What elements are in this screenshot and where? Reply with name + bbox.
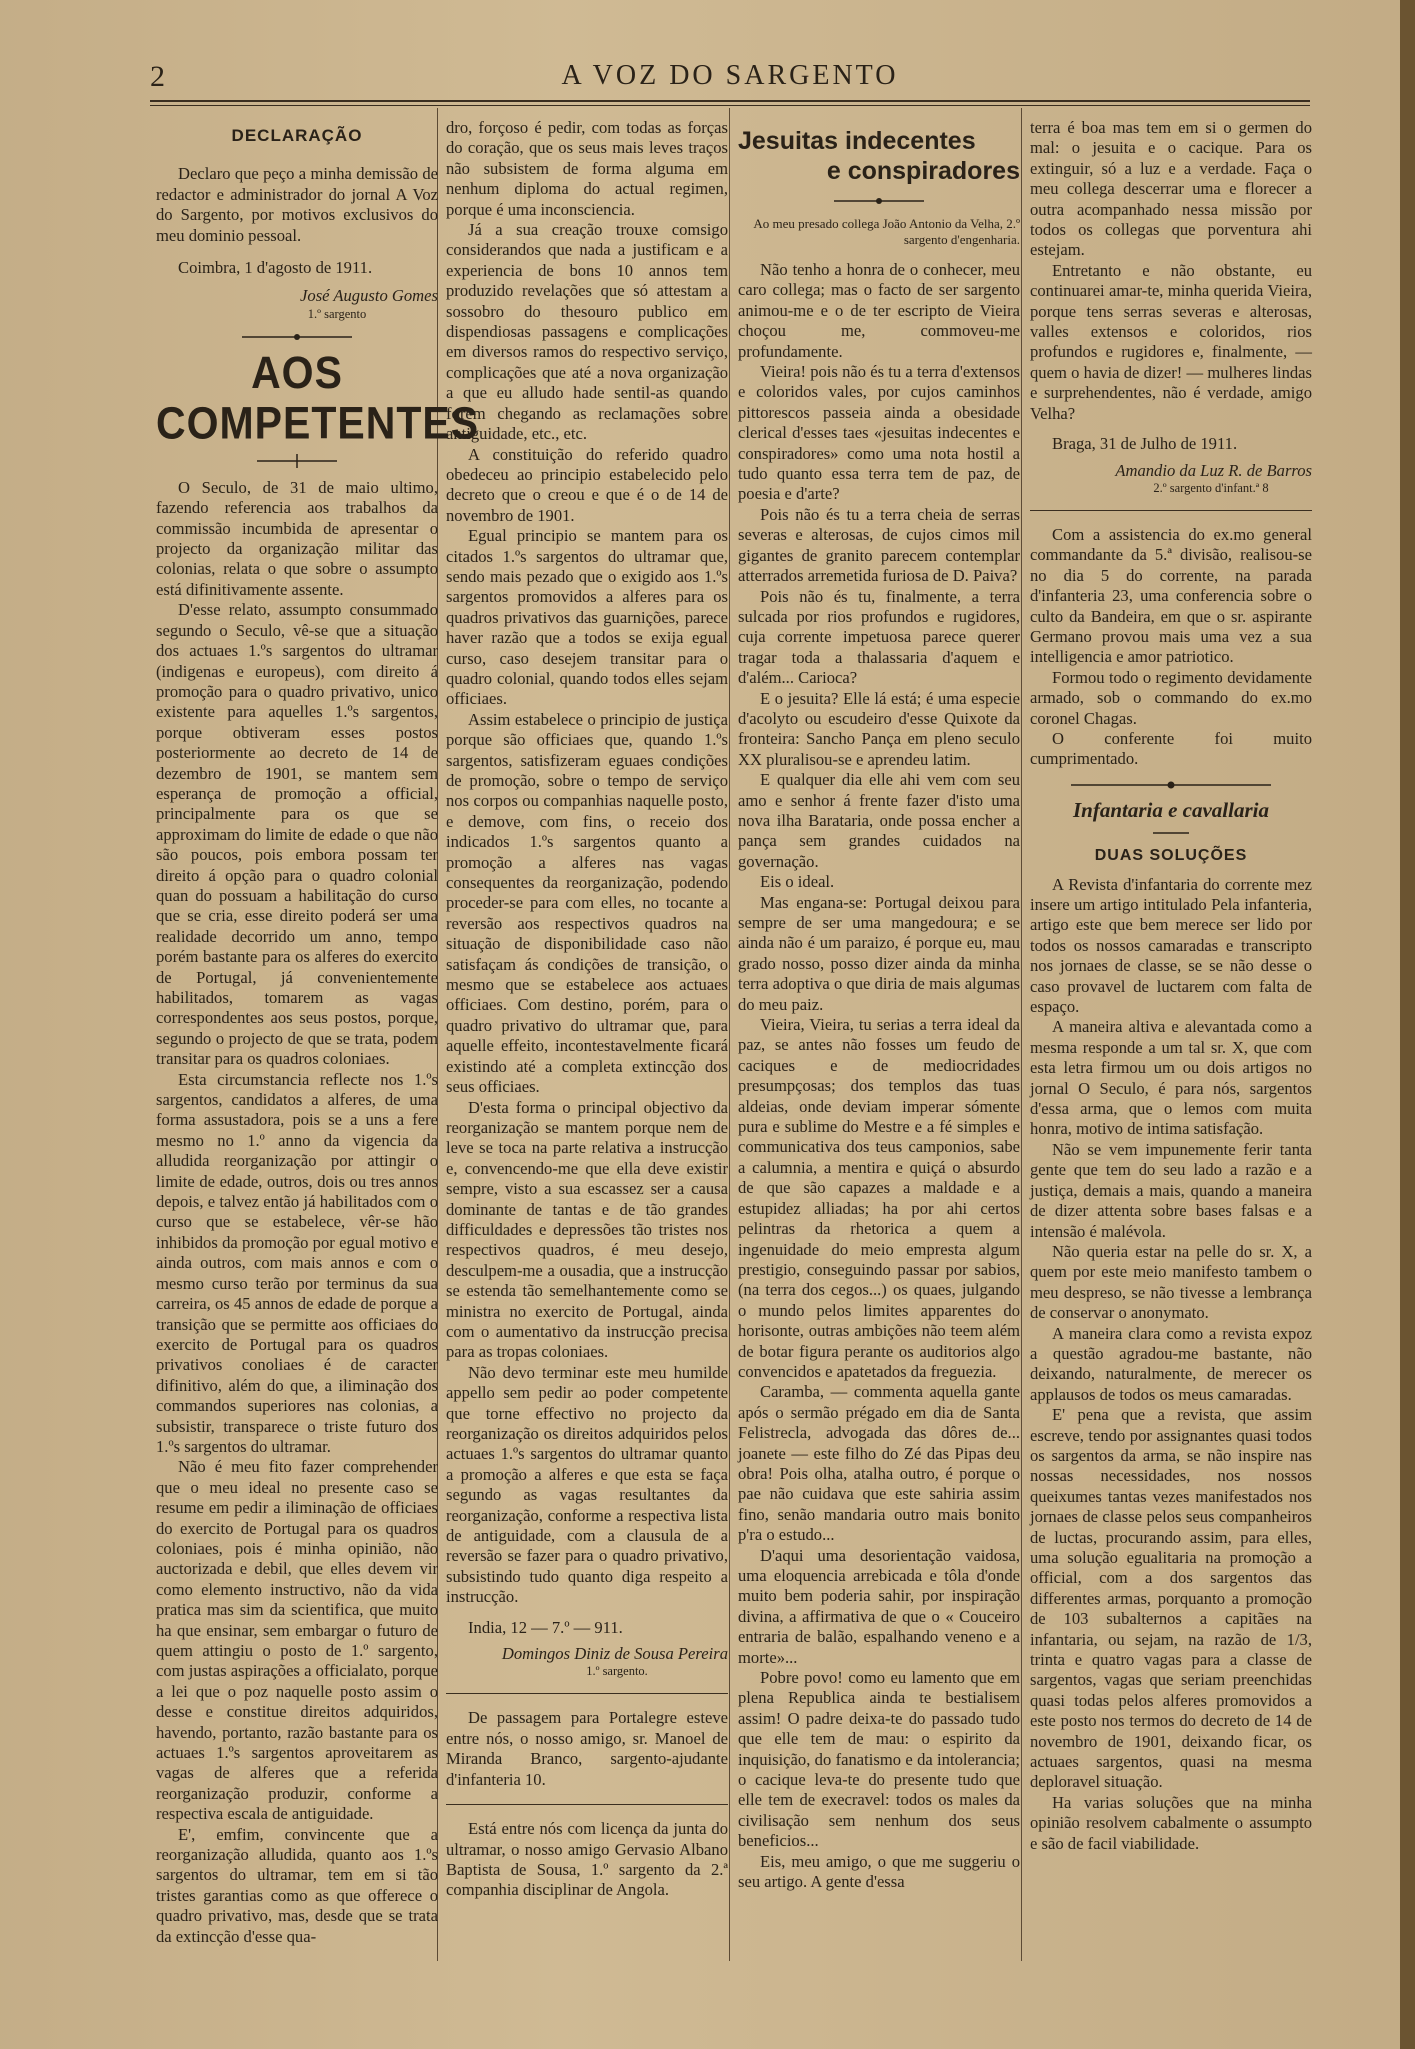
page-header	[150, 56, 1310, 102]
news-note: De passagem para Portalegre esteve entre nós, o nosso amigo, sr. Manoel de Miranda Branco, sargento-ajudante d'infanteria 10.	[446, 1708, 728, 1789]
article-paragraph: D'aqui uma desorientação vaidosa, uma eloquencia arrebicada e tôla d'onde muito bem poderia sahir, por inspiração divina, a affirmativa de que o « Couceiro entraria de balão, espalhando veneno e a morte»...	[738, 1545, 1020, 1667]
article-place: India, 12 — 7.º — 911.	[468, 1617, 623, 1637]
declaration-rank: 1.º sargento	[307, 306, 367, 321]
declaration-place: Coimbra, 1 d'agosto de 1911.	[178, 258, 373, 278]
article-paragraph: Caramba, — commenta aquella gante após o sermão prégado em dia de Santa Felistrecla, advogada das dôres de... joanete — este filho do Zé das Pipas deu obra! Pois olha, atalha outro, é porque o pae não cuidava que este sahiria assim fino, senão mandaria outro mais bonito p'ra o estudo...	[738, 1382, 1020, 1545]
separator-rule	[1030, 510, 1312, 511]
separator-rule	[446, 1804, 728, 1805]
declaration-body: Declaro que peço a minha demissão de redactor e administrador do jornal A Voz do Sargento, por motivos exclusivos do meu dominio pessoal.	[156, 164, 438, 245]
article-paragraph: A maneira altiva e alevantada como a mesma responde a um tal sr. X, que com esta letra firmou um ou dois artigos no jornal O Seculo, é para nós, sargentos d'essa arma, que o lemos com muita honra, motivo de intima satisfação.	[1030, 1017, 1312, 1139]
subheadline-duas-solucoes: DUAS SOLUÇÕES	[1094, 847, 1248, 865]
article-paragraph: E qualquer dia elle ahi vem com seu amo e senhor á frente fazer d'isto uma nova ilha Barataria, onde possa encher a pança sem grandes cuidados na governação.	[738, 770, 1020, 871]
header-rule	[150, 100, 1310, 106]
article-paragraph: Mas engana-se: Portugal deixou para sempre de ser uma mangedoura; e se ainda não é um paraizo, é porque eu, mau grado nosso, posso dizer ainda da minha terra adoptiva o que diria de mais algumas do meu paiz.	[738, 892, 1020, 1014]
article-paragraph: D'esta forma o principal objectivo da reorganização se mantem porque nem de leve se toca na parte relativa a instrucção e, convencendo-me que ella deve existir sempre, visto a sua escassez ser a causa dominante de tantas e de tão grandes difficuldades e depressões tão tristes nos respectivos quadros, é meu desejo, desculpem-me a ousadia, que a instrucção se estenda tão semelhantemente como se ministra no exercito de Portugal, ainda com o aumentativo da instrucção precisa para as tropas coloniaes.	[446, 1097, 728, 1362]
column-1	[156, 118, 480, 1947]
article-signature: Amandio da Luz R. de Barros	[1115, 460, 1312, 480]
article-paragraph: terra é boa mas tem em si o germen do mal: o jesuita e o cacique. Para os extinguir, só a luz e a verdade. Faça o meu collega descerrar uma e florecer a outra acompanhado nessa missão por todos os collegas que porventura ahi estejam.	[1030, 118, 1312, 260]
news-note: Está entre nós com licença da junta do ultramar, o nosso amigo Gervasio Albano Baptista de Sousa, 1.º sargento da 2.ª companhia disciplinar de Angola.	[446, 1819, 728, 1900]
separator-rule	[446, 1693, 728, 1694]
page-number: 2	[150, 60, 165, 93]
news-note: Com a assistencia do ex.mo general commandante da 5.ª divisão, realisou-se no dia 5 do corrente, na parada d'infanteria 23, uma conferencia sobre o culto da Bandeira, em que o sr. aspirante Germano provou mais uma vez a sua intelligencia e amor patriotico.	[1030, 524, 1312, 667]
article-paragraph: A Revista d'infantaria do corrente mez insere um artigo intitulado Pela infanteria, artigo este que bem merece ser lido por todos os nossos camaradas e transcripto nos jornaes de classe, se se não desse o caso provavel de luctarem com falta de espaço.	[1030, 874, 1312, 1017]
article-paragraph: E' pena que a revista, que assim escreve, tendo por assignantes quasi todos os sargentos da arma, se não inspire nas nossas necessidades, nos nossos queixumes tantas vezes manifestados nos jornaes de classe pelos seus companheiros de luctas, procurando assim, para elles, uma solução egualitaria na promoção a official, com a dos sargentos das differentes armas, porquanto a promoção de 103 subalternos a capitães na infantaria, ou sejam, na razão de 1/3, trinta e quatro vagas para a classe de sargentos, vagas que seriam preenchidas quasi todas pelos alferes promovidos a este posto nos termos do decreto de 14 de novembro de 1901, deixando ficar, os actuaes sargentos, quasi na mesma deploravel situação.	[1030, 1405, 1312, 1792]
article-paragraph: Esta circumstancia reflecte nos 1.ºs sargentos, candidatos a alferes, de uma forma assustadora, pois se a uns a fere mesmo no 1.º anno da vigencia da alludida reorganização por attingir o limite de edade, outros, dois ou tres annos depois, e talvez então já habilitados com o curso que se estabelece, vêr-se hão inhibidos da promoção por egual motivo e ainda outros, com mais annos e com o mesmo curso terão por terminus da sua carreira, os 45 annos de edade de porque a transição que se permitte aos officiaes do exercito de Portugal para os quadros privativos conoliaes é de caracter difinitivo, além do que, a iliminação dos commandos superiores nas colonias, a subsistir, transparece o triste futuro dos 1.ºs sargentos do ultramar.	[156, 1069, 438, 1456]
article-paragraph: Eis, meu amigo, o que me suggeriu o seu artigo. A gente d'essa	[738, 1851, 1020, 1892]
article-paragraph: Pobre povo! como eu lamento que em plena Republica ainda te bestialisem assim! O padre deixa-te do passado tudo que elle tem de mau: o espirito da inquisição, do fanatismo e da intolerancia; o cacique leva-te do presente tudo que elle tem de execravel: todos os males da civilisação sem nenhum dos seus beneficios...	[738, 1668, 1020, 1851]
article-paragraph: A maneira clara como a revista expoz a questão agradou-me bastante, não deixando, naturalmente, de merecer os applausos de todos os meus camaradas.	[1030, 1323, 1312, 1404]
declaration-title: DECLARAÇÃO	[231, 126, 363, 145]
article-signature: Domingos Diniz de Sousa Pereira	[501, 1644, 728, 1664]
article-paragraph: Pois não és tu, finalmente, a terra sulcada por rios profundos e rugidores, cuja corrente impetuosa parece querer tragar toda a thalassaria d'aquem e d'além... Carioca?	[738, 586, 1020, 688]
article-paragraph: Não tenho a honra de o conhecer, meu caro collega; mas o facto de ser sargento animou-me e o de ter escripto de Vieira choçou me, commoveu-me profundamente.	[738, 260, 1020, 361]
article-paragraph: Já a sua creação trouxe comsigo considerandos que nada a justificam e a experiencia de bons 10 annos tem produzido revelações que só attestam a sossobro do thesouro publico em dispendiosas passagens e complicações em diversos ramos do respectivo serviço, complicações que até a nova organização a que eu alludo hade sentil-as quando forem chegando as reclamações sobre antiguidade, etc., etc.	[446, 220, 728, 444]
article-place: Braga, 31 de Julho de 1911.	[1052, 434, 1238, 454]
headline-jesuitas-1: Jesuitas indecentes	[738, 127, 976, 155]
newspaper-title: A VOZ DO SARGENTO	[561, 60, 899, 91]
article-paragraph: Vieira, Vieira, tu serias a terra ideal da paz, se antes não fosses um feudo de caciques e de mediocridades presumpçosas; dos templos das tuas aldeias, onde deviam imperar sómente pura e sublime do Mestre e a fé simples e communicativa dos teus camponios, sabe a calumnia, a mentira e quiçá o absurdo de que são capazes a maldade e a estupidez alliadas; ha por ahi certos pelintras da rhetorica a quem a ingenuidade do meio empresta algum prestigio, conseguindo passar por sabios, (na terra dos cegos...) os quaes, julgando o mundo pelos limites apparentes do horisonte, outras ambições não teem além de botar figura perante os auditorios algo convencidos e apatetados da freguezia.	[738, 1015, 1020, 1381]
page-edge	[1400, 0, 1415, 2049]
article-paragraph: Ha varias soluções que na minha opinião resolvem cabalmente o assumpto e são de facil viabilidade.	[1030, 1792, 1312, 1853]
article-paragraph: Entretanto e não obstante, eu continuarei amar-te, minha querida Vieira, porque tens serras severas e alterosas, valles extensos e coloridos, rios profundos e rugidores e, finalmente, — quem o havia de dizer! — mulheres lindas e surprehendentes, não é verdade, amigo Velha?	[1030, 260, 1312, 423]
article-paragraph: A constituição do referido quadro obedeceu ao principio estabelecido pelo decreto que o creou e que é o de 14 de novembro de 1901.	[446, 444, 728, 525]
article-paragraph: Assim estabelece o principio de justiça porque são officiaes que, quando 1.ºs sargentos, satisfizeram eguaes condições de promoção, sobre o tempo de serviço nos corpos ou companhias naquelle posto, e demove, com fins, o receio dos indicados 1.ºs sargentos quanto a promoção a alferes nas vagas consequentes da reorganização, podendo proceder-se para com elles, no tocante a reversão aos respectivos quadros na situação de disponibilidade caso não satisfaçam ás condições de transição, o mesmo que se estabelece aos actuaes officiaes. Com destino, porém, para o quadro privativo do ultramar que, para aquelle effeito, incontestavelmente ficará existindo até a completa extincção dos seus officiaes.	[446, 709, 728, 1097]
article-paragraph: Vieira! pois não és tu a terra d'extensos e coloridos vales, por cujos caminhos pittorescos passeia ainda a obesidade clerical d'esses taes «jesuitas indecentes e conspiradores» como uma nota hostil a tudo quanto essa terra tem de paz, de poesia e d'arte?	[738, 362, 1020, 504]
column-4	[1030, 118, 1312, 1854]
article-paragraph: O Seculo, de 31 de maio ultimo, fazendo referencia aos trabalhos da commissão incumbida de apresentar o projecto da organização militar das colonias, relata o que sobre o assumpto está difinitivamente assente.	[156, 477, 438, 599]
news-note: Formou todo o regimento devidamente armado, sob o commando do ex.mo coronel Chagas.	[1030, 667, 1312, 728]
article-paragraph: Não devo terminar este meu humilde appello sem pedir ao poder competente que torne effectivo no projecto da reorganização os direitos adquiridos pelos actuaes 1.ºs sargentos do ultramar quanto a promoção a alferes e que esta se faça segundo as vagas resultantes da reorganização, conforme a respectiva lista de antiguidade, com a clausula de a reversão se fazer para o quadro privativo, subsistindo tudo quanto diga respeito a instrucção.	[446, 1362, 728, 1607]
article-rank: 2.º sargento d'infant.ª 8	[1153, 480, 1269, 495]
article-paragraph: Não se vem impunemente ferir tanta gente que tem do seu lado a razão e a justiça, demais a mais, quando a maneira de dizer attenta sobre bases falsas e a intensão é malévola.	[1030, 1139, 1312, 1241]
column-divider	[729, 108, 730, 1961]
article-paragraph: Não é meu fito fazer comprehender que o meu ideal no presente caso se resume em pedir a iliminação de officiaes do exercito de Portugal para os quadros coloniaes, pois é minha opinião, não auctorizada e debil, que elles devem vir como elemento instructivo, não da vida pratica mas sim da scientifica, que muito ha que ensinar, sem embargar o futuro de quem attingiu o posto de 1.º sargento, com justas aspirações a officialato, porque a lei que o poz naquelle posto assim o desse e constitue direitos adquiridos, havendo, portanto, razão bastante para os actuaes 1.ºs sargentos aproveitarem as vagas de alferes que a referida reorganização produzir, conforme a respectiva escala de antiguidade.	[156, 1457, 438, 1824]
dedication: Ao meu presado collega João Antonio da Velha, 2.º sargento d'engenharia.	[753, 216, 1020, 247]
headline-infantaria: Infantaria e cavallaria	[1072, 797, 1269, 822]
article-paragraph: Eis o ideal.	[760, 872, 835, 892]
article-paragraph: E', emfim, convincente que a reorganização alludida, quanto aos 1.ºs sargentos do ultramar, tem em si tão tristes garantias como as que offerece o quadro privativo, mas, desde que se trata da extincção d'esse qua-	[156, 1824, 438, 1946]
article-rank: 1.º sargento.	[586, 1664, 648, 1679]
ornament-divider	[257, 454, 337, 468]
headline-jesuitas-2: e conspiradores	[826, 157, 1020, 185]
ornament-divider	[1153, 830, 1189, 836]
article-paragraph: Pois não és tu a terra cheia de serras severas e alterosas, de cujos cimos mil gigantes de granito parecem contemplar atterrados arremetida furiosa de D. Paiva?	[738, 504, 1020, 586]
news-note: O conferente foi muito cumprimentado.	[1030, 728, 1312, 769]
article-paragraph: dro, forçoso é pedir, com todas as forças do coração, que os seus mais leves traços não subsistem de forma alguma em nenhum diploma do actual regimen, porque é uma inconsciencia.	[446, 118, 728, 219]
column-2	[446, 118, 728, 1901]
article-paragraph: E o jesuita? Elle lá está; é uma especie d'acolyto ou escudeiro d'esse Quixote da fronteira: Sancho Pança em pleno seculo XX pluralisou-se e aprendeu latim.	[738, 688, 1020, 769]
ornament-divider	[834, 196, 924, 206]
headline-aos-competentes: AOS COMPETENTES	[156, 347, 480, 449]
column-3	[738, 118, 1020, 1893]
article-paragraph: D'esse relato, assumpto consummado segundo o Seculo, vê-se que a situação dos actuaes 1.ºs sargentos do ultramar (indigenas e europeus), com direito á promoção para o quadro privativo, unico existente para aquelles 1.ºs sargentos, porque obtiveram esses postos posteriormente ao decreto de 14 de dezembro de 1901, se mantem sem esperança de promoção a official, principalmente para os que se approximam do limite de edade o que não são poucos, pois embora possam ter direito á opção para o quadro colonial quan do possuam a habilitação do curso que se cria, esse direito poderá ser uma realidade decorrido um anno, tempo porém bastante para os alferes do exercito de Portugal, já convenientemente habilitados, tomarem as vagas correspondentes aos seus postos, porque, segundo o projecto de que se trata, podem transitar para os quadros coloniaes.	[156, 600, 438, 1069]
ornament-divider	[242, 332, 352, 342]
article-paragraph: Egual principio se mantem para os citados 1.ºs sargentos do ultramar que, sendo mais pezado que o exigido aos 1.ºs sargentos promovidos a alferes para os quadros privativos das guarnições, parece haver razão que a todos se exija egual curso, caso desejem transitar para o quadro colonial, quando todos elles sejam officiaes.	[446, 526, 728, 709]
declaration-signature: José Augusto Gomes	[300, 286, 438, 306]
ornament-divider	[1071, 780, 1271, 790]
article-paragraph: Não queria estar na pelle do sr. X, a quem por este meio manifesto tambem o meu despreso, se não tivesse a lembrança de conservar o anonymato.	[1030, 1241, 1312, 1323]
column-divider	[1021, 108, 1022, 1961]
